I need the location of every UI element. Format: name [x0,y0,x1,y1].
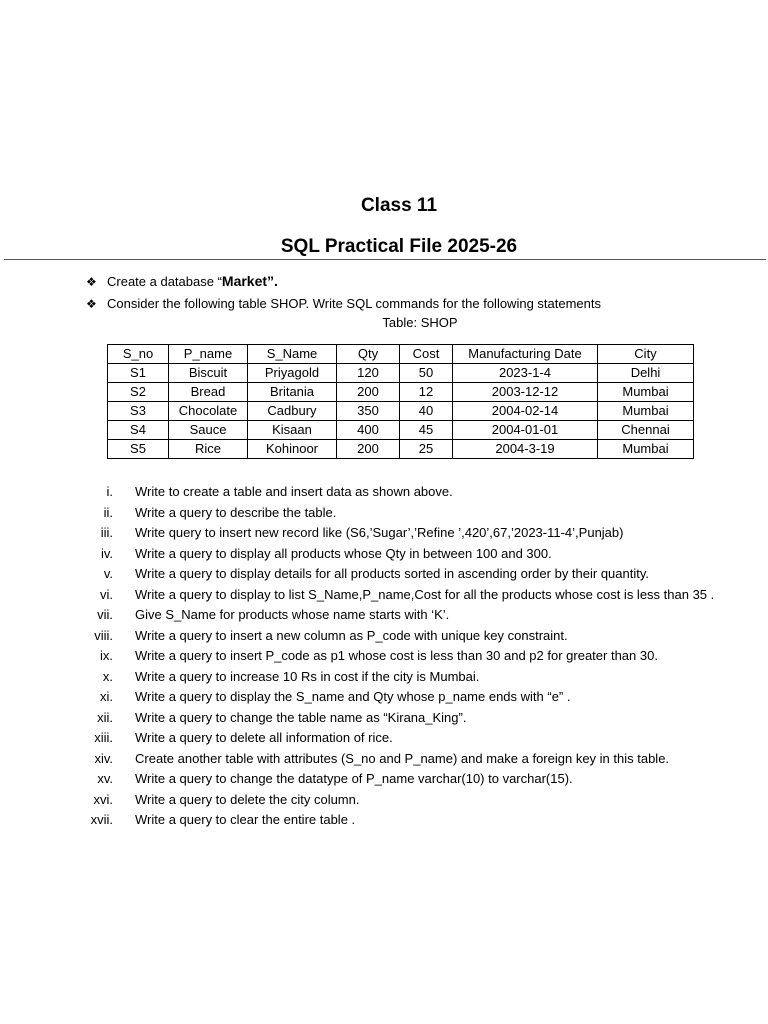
instruction-text: Consider the following table SHOP. Write SQL commands for the following statements [107,296,601,311]
table-cell: 25 [400,440,453,459]
table-cell: 12 [400,383,453,402]
shop-table [107,344,694,459]
instruction-list [86,271,756,315]
instruction-text: Create a database “Market”. [107,273,278,289]
list-item [0,626,768,647]
item-text: Write a query to delete the city column. [135,791,360,807]
item-number: iv. [100,545,113,561]
item-number: vii. [97,607,113,622]
item-text: Write a query to insert a new column as P_code with unique key constraint. [135,627,568,643]
item-text: Write a query to display all products whose Qty in between 100 and 300. [135,545,552,561]
table-cell: 2004-01-01 [453,421,598,440]
instruction-item [86,271,756,293]
list-item [0,810,768,831]
item-text: Write a query to display the S_name and Qty whose p_name ends with “e” . [135,689,571,704]
list-item [0,708,768,729]
table-cell: Sauce [169,421,248,440]
table-cell: Chocolate [169,402,248,421]
column-header: S_Name [248,345,337,364]
table-cell: 200 [337,383,400,402]
column-header: Manufacturing Date [453,345,598,364]
question-list [0,482,768,831]
item-text: Write a query to insert P_code as p1 whose cost is less than 30 and p2 for greater than 30. [135,648,658,663]
item-text: Write a query to display details for all products sorted in ascending order by their quantity. [135,566,650,581]
list-item [0,749,768,770]
table-cell: Priyagold [248,364,337,383]
table-cell: Biscuit [169,364,248,383]
item-text: Write a query to describe the table. [135,504,337,520]
item-text: Write a query to increase 10 Rs in cost if the city is Mumbai. [135,668,480,684]
table-cell: 2004-3-19 [453,440,598,459]
column-header: Cost [400,345,453,364]
item-number: xi. [100,689,113,704]
table-row [108,383,694,402]
list-item [0,482,768,503]
table-cell: Britania [248,383,337,402]
table-cell: Cadbury [248,402,337,421]
table-row [108,421,694,440]
table-cell: 40 [400,402,453,421]
item-number: i. [106,484,113,499]
table-cell: 45 [400,421,453,440]
item-text: Write query to insert new record like (S6,’Sugar’,’Refine ’,420’,67,’2023-11-4’,Punjab) [135,525,624,540]
list-item [0,790,768,811]
table-cell: Mumbai [598,440,694,459]
table-cell: Mumbai [598,383,694,402]
item-text: Write a query to clear the entire table . [135,812,356,827]
title-divider [4,259,766,260]
table-row [108,402,694,421]
table-cell: S5 [108,440,169,459]
item-number: xv. [97,771,113,786]
table-caption: Table: SHOP [382,315,458,330]
table-header-row [108,345,694,364]
item-text: Write a query to change the datatype of P_name varchar(10) to varchar(15). [135,771,573,786]
table-cell: 2003-12-12 [453,383,598,402]
table-row [108,440,694,459]
table-cell: Delhi [598,364,694,383]
table-cell: S3 [108,402,169,421]
item-number: ii. [103,504,113,520]
diamond-bullet-icon: ❖ [86,275,97,289]
table-cell: 120 [337,364,400,383]
table-cell: Chennai [598,421,694,440]
table-cell: 2023-1-4 [453,364,598,383]
list-item [0,667,768,688]
table-cell: Kohinoor [248,440,337,459]
instruction-item [86,293,756,315]
item-number: v. [103,566,113,581]
item-text: Write a query to display to list S_Name,P_name,Cost for all the products whose cost is less than 35 . [135,586,715,602]
table-cell: 50 [400,364,453,383]
column-header: City [598,345,694,364]
list-item [0,544,768,565]
item-number: xiii. [94,730,113,745]
item-number: viii. [94,627,113,643]
table-cell: Bread [169,383,248,402]
list-item [0,646,768,667]
table-cell: Rice [169,440,248,459]
item-number: xiv. [94,750,113,766]
item-number: xvi. [93,791,113,807]
column-header: S_no [108,345,169,364]
diamond-bullet-icon: ❖ [86,297,97,311]
list-item [0,769,768,790]
column-header: P_name [169,345,248,364]
table-cell: 350 [337,402,400,421]
item-number: iii. [100,525,113,540]
item-number: ix. [100,648,113,663]
list-item [0,564,768,585]
table-cell: S1 [108,364,169,383]
list-item [0,503,768,524]
class-title: Class 11 [360,195,438,216]
item-text: Write to create a table and insert data as shown above. [135,484,453,499]
item-text: Give S_Name for products whose name starts with ‘K’. [135,607,450,622]
table-row [108,364,694,383]
item-number: vi. [100,586,113,602]
item-text: Write a query to change the table name as “Kirana_King”. [135,709,467,725]
table-cell: S4 [108,421,169,440]
table-cell: S2 [108,383,169,402]
table-cell: 200 [337,440,400,459]
table-cell: Mumbai [598,402,694,421]
table-cell: 2004-02-14 [453,402,598,421]
list-item [0,605,768,626]
item-text: Write a query to delete all information of rice. [135,730,393,745]
table-cell: Kisaan [248,421,337,440]
item-number: xvii. [90,812,113,827]
item-number: x. [102,668,113,684]
list-item [0,585,768,606]
item-text: Create another table with attributes (S_no and P_name) and make a foreign key in this table. [135,750,670,766]
file-title: SQL Practical File 2025-26 [280,236,518,257]
column-header: Qty [337,345,400,364]
table-cell: 400 [337,421,400,440]
list-item [0,523,768,544]
list-item [0,728,768,749]
item-number: xii. [97,709,113,725]
list-item [0,687,768,708]
